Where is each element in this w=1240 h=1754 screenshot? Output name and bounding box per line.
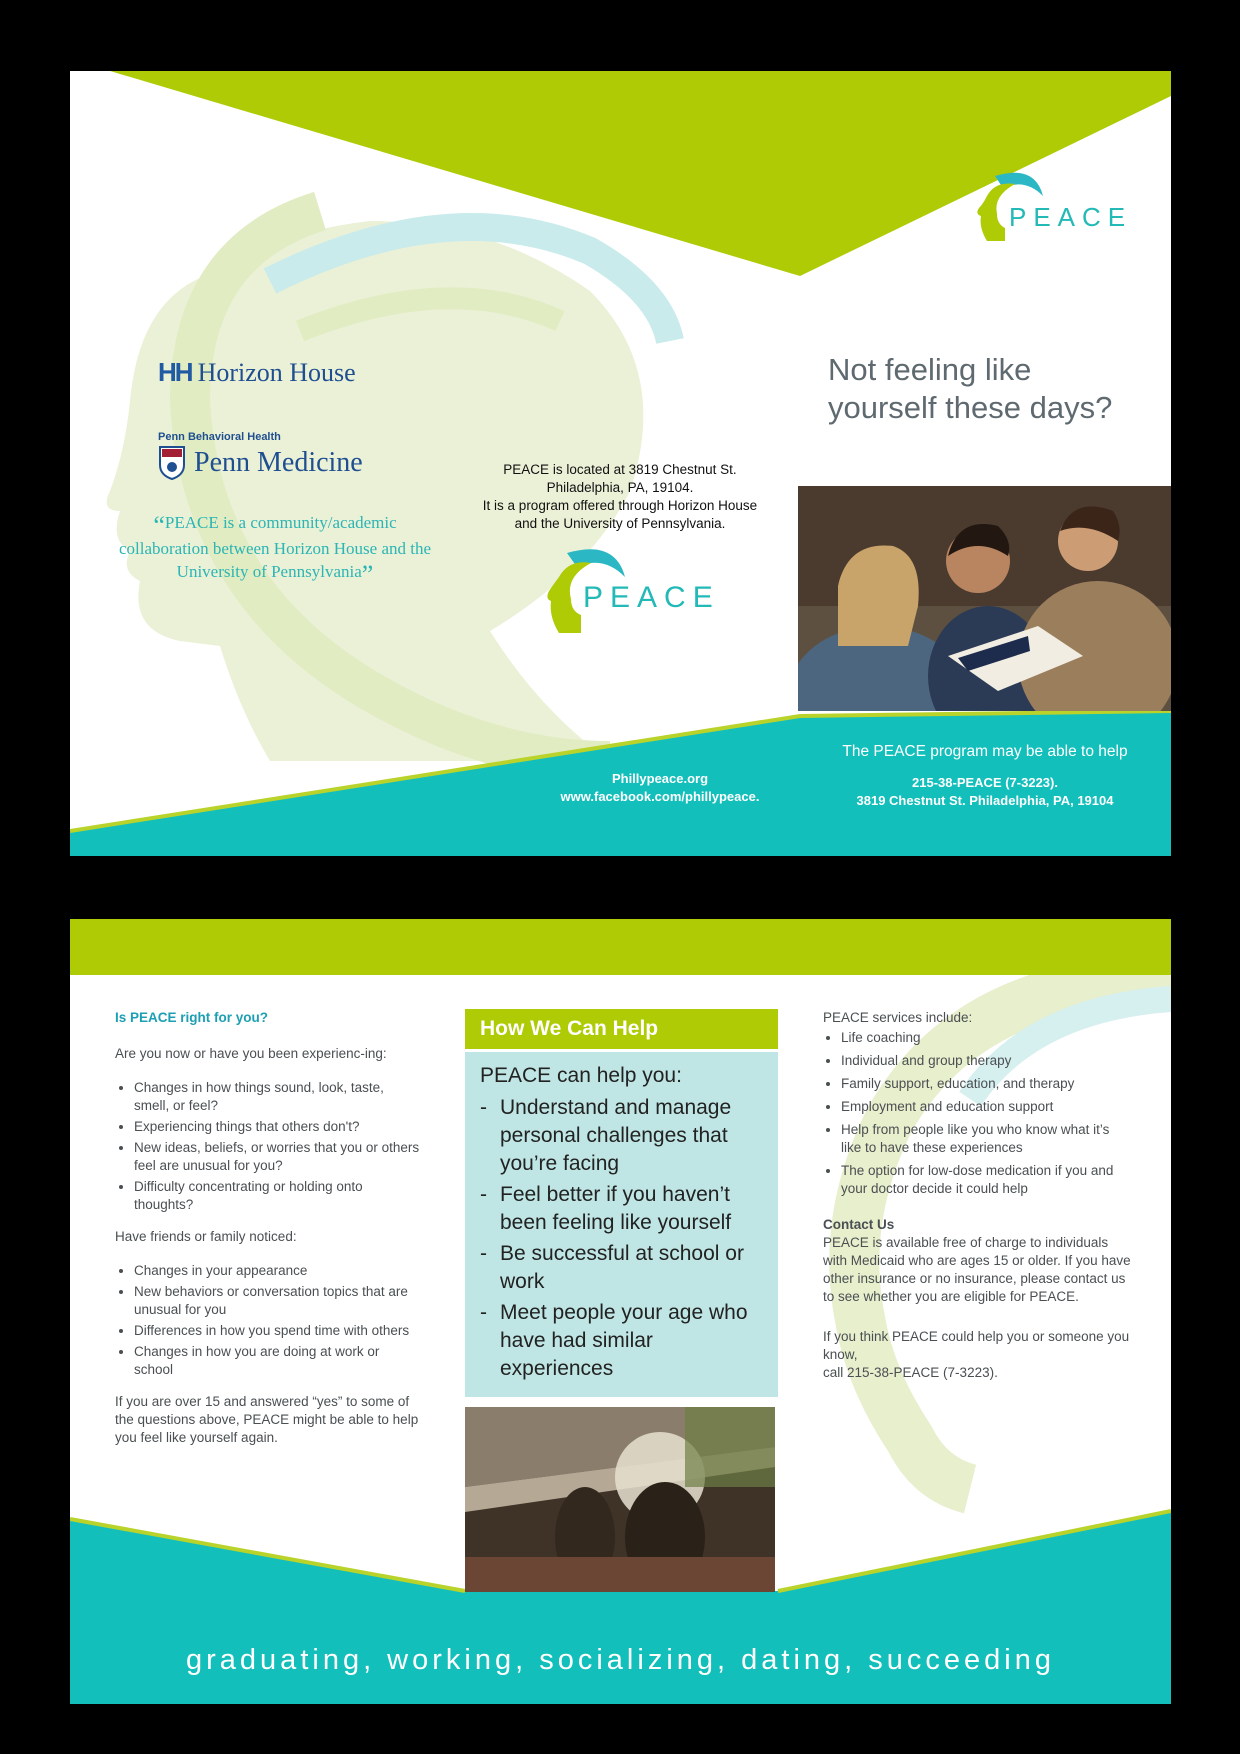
phone-number: 215-38-PEACE (7-3223). [912, 775, 1058, 790]
list-item: • Experiencing things that others don't? [134, 1118, 420, 1136]
list-item: • The option for low-dose medication if you and your doctor decide it could help [841, 1162, 1133, 1198]
list-item: - Feel better if you haven’t been feeling like yourself [480, 1183, 732, 1234]
students-photo-illustration [798, 486, 1171, 711]
list-item: • Difficulty concentrating or holding onto thoughts? [134, 1178, 420, 1214]
question-heading: Is PEACE right for you? [115, 1010, 269, 1025]
location-info [450, 461, 790, 533]
list-item: • Differences in how you spend time with others [134, 1322, 420, 1340]
horizon-house-logo [158, 357, 356, 388]
list-item: - Be successful at school or work [480, 1242, 744, 1293]
peace-logo-text: PEACE [583, 581, 720, 614]
how-we-can-help-box [465, 1009, 778, 1397]
list-item: • Individual and group therapy [841, 1052, 1133, 1070]
friends-text: Have friends or family noticed: [115, 1229, 297, 1244]
brochure-front [70, 71, 1171, 856]
list-item: • New ideas, beliefs, or worries that you or others feel are unusual for you? [134, 1139, 420, 1175]
students-photo [798, 486, 1171, 711]
brochure-back [70, 919, 1171, 1704]
list-item: • New behaviors or conversation topics that are unusual for you [134, 1283, 420, 1319]
list-item: • Life coaching [841, 1029, 1133, 1047]
location-line: and the University of Pennsylvania. [514, 516, 726, 531]
work-photo [465, 1407, 775, 1592]
horizon-house-name: Horizon House [197, 357, 356, 387]
call-number: call 215-38-PEACE (7-3223). [823, 1365, 998, 1380]
location-line: PEACE is located at 3819 Chestnut St. [503, 462, 737, 477]
contact-heading: Contact Us [823, 1217, 895, 1232]
collaboration-quote: “PEACE is a community/academic collaboration between Horizon House and the University of Pennsylvania” [118, 511, 432, 589]
closing-text: If you are over 15 and answered “yes” to some of the questions above, PEACE might be able to help you feel like yourself again. [115, 1394, 419, 1445]
column-1 [115, 1009, 420, 1463]
tagline: graduating, working, socializing, dating, succeeding [186, 1644, 1055, 1676]
horizon-house-mark: HH [158, 357, 192, 387]
help-list [480, 1094, 763, 1383]
services-heading: PEACE services include: [823, 1010, 973, 1025]
peace-logo-text: PEACE [1009, 202, 1133, 232]
list-item: • Employment and education support [841, 1098, 1133, 1116]
list-item: • Changes in how things sound, look, taste, smell, or feel? [134, 1079, 420, 1115]
address: 3819 Chestnut St. Philadelphia, PA, 19104 [856, 793, 1114, 808]
penn-shield-icon [158, 445, 186, 481]
help-line: The PEACE program may be able to help [842, 743, 1128, 760]
penn-medicine-name: Penn Medicine [194, 447, 363, 478]
penn-medicine-logo [158, 445, 363, 481]
symptom-list [115, 1079, 420, 1214]
services-list [823, 1029, 1133, 1198]
list-item: • Help from people like you who know what it’s like to have these experiences [841, 1121, 1133, 1157]
call-text: If you think PEACE could help you or someone you know, [823, 1329, 1130, 1362]
peace-logo-top [975, 166, 1133, 251]
intro-text: Are you now or have you been experienc-ing: [115, 1046, 387, 1061]
help-box-title: How We Can Help [465, 1009, 778, 1052]
facebook-link[interactable]: www.facebook.com/phillypeace. [560, 789, 760, 804]
work-photo-illustration [465, 1407, 775, 1592]
list-item: - Understand and manage personal challenges that you’re facing [480, 1096, 732, 1175]
penn-behavioral-health: Penn Behavioral Health [158, 431, 281, 443]
peace-logo-center [545, 541, 765, 641]
contact-text: PEACE is available free of charge to individuals with Medicaid who are ages 15 or older. If you have other insurance or no insurance, please contact us to see whether you are eligible for PEACE. [823, 1235, 1131, 1304]
list-item: • Changes in how you are doing at work or school [134, 1343, 420, 1379]
noticed-list [115, 1262, 420, 1379]
website-link[interactable]: Phillypeace.org [611, 771, 709, 786]
column-3 [823, 1009, 1133, 1382]
headline: Not feeling like yourself these days? [828, 352, 1113, 425]
list-item: - Meet people your age who have had similar experiences [480, 1301, 748, 1380]
list-item: • Family support, education, and therapy [841, 1075, 1133, 1093]
location-line: Philadelphia, PA, 19104. [546, 480, 694, 495]
list-item: • Changes in your appearance [134, 1262, 420, 1280]
location-line: It is a program offered through Horizon House [482, 498, 758, 513]
help-intro: PEACE can help you: [480, 1064, 682, 1087]
quote-text: PEACE is a community/academic collaboration between Horizon House and the University of Pennsylvania [118, 513, 432, 581]
